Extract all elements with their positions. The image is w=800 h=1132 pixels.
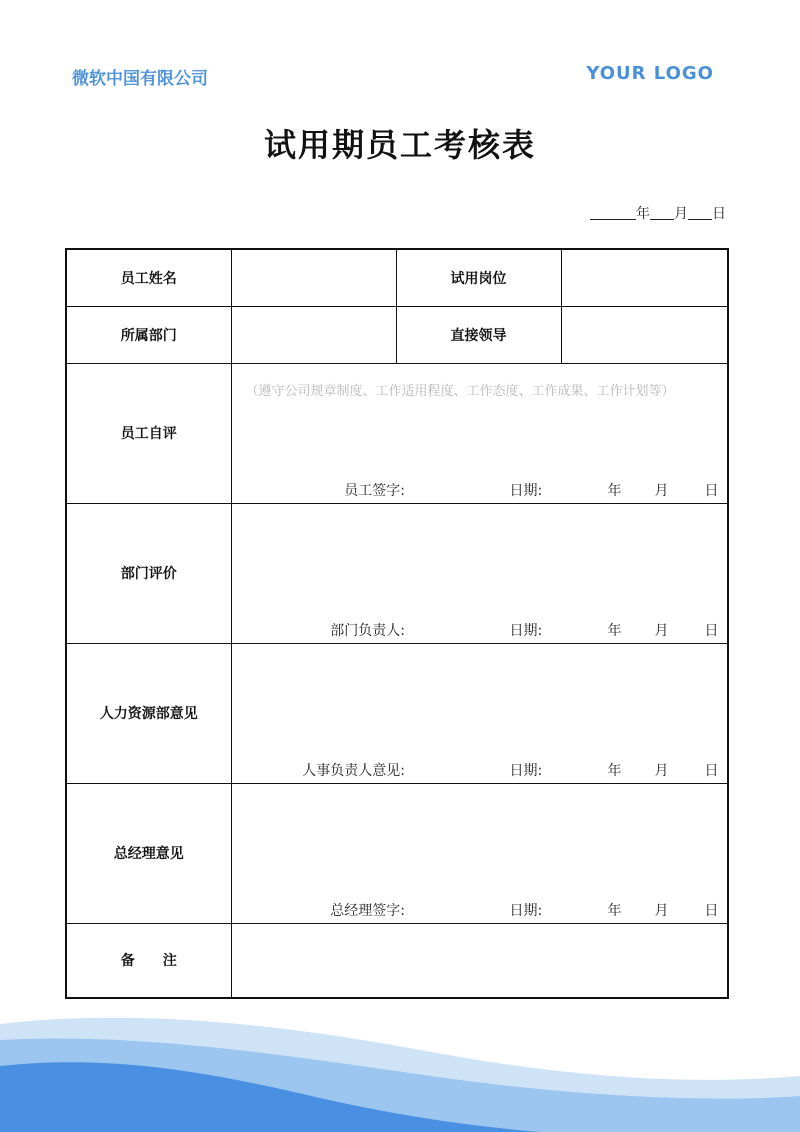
month-label: 月: [654, 482, 669, 499]
month-blank[interactable]: [650, 206, 674, 220]
date-label: 日期:: [509, 622, 543, 639]
form-row-self-eval: [66, 363, 728, 503]
date-line: [590, 203, 726, 223]
direct-leader-label: 直接领导: [396, 306, 561, 363]
self-eval-field[interactable]: [231, 363, 728, 503]
self-eval-label: 员工自评: [66, 363, 231, 503]
dept-eval-label: 部门评价: [66, 503, 231, 643]
company-name: 微软中国有限公司: [72, 69, 208, 89]
remarks-field[interactable]: [231, 923, 728, 998]
page-title: 试用期员工考核表: [263, 126, 536, 164]
year-label: 年: [607, 622, 622, 639]
department-field[interactable]: [231, 306, 396, 363]
employee-signature-label: 员工签字:: [344, 482, 405, 499]
day-label: 日: [704, 902, 719, 919]
hr-signature-line: [232, 760, 728, 780]
trial-position-label: 试用岗位: [396, 249, 561, 306]
month-label: 月: [654, 762, 669, 779]
date-label: 日期:: [509, 482, 543, 499]
trial-position-field[interactable]: [561, 249, 728, 306]
hr-opinion-field[interactable]: [231, 643, 728, 783]
year-blank[interactable]: [590, 206, 636, 220]
form-row-name: [66, 249, 728, 306]
year-label: 年: [607, 902, 622, 919]
hr-opinion-label: 人力资源部意见: [66, 643, 231, 783]
year-label: 年: [607, 482, 622, 499]
logo: YOUR LOGO: [586, 63, 714, 84]
direct-leader-field[interactable]: [561, 306, 728, 363]
gm-signature-label: 总经理签字:: [330, 902, 405, 919]
employee-name-field[interactable]: [231, 249, 396, 306]
day-label: 日: [704, 622, 719, 639]
day-label: 日: [712, 206, 726, 222]
hr-head-label: 人事负责人意见:: [302, 762, 405, 779]
date-label: 日期:: [509, 762, 543, 779]
gm-opinion-field[interactable]: [231, 783, 728, 923]
assessment-form: [65, 248, 729, 999]
dept-eval-field[interactable]: [231, 503, 728, 643]
day-blank[interactable]: [688, 206, 712, 220]
employee-name-label: 员工姓名: [66, 249, 231, 306]
day-label: 日: [704, 762, 719, 779]
form-row-dept-eval: [66, 503, 728, 643]
self-eval-signature-line: [232, 480, 728, 500]
self-eval-hint: （遵守公司规章制度、工作适用程度、工作态度、工作成果、工作计划等）: [245, 383, 675, 399]
day-label: 日: [704, 482, 719, 499]
dept-head-label: 部门负责人:: [330, 622, 405, 639]
year-label: 年: [607, 762, 622, 779]
year-label: 年: [636, 206, 650, 222]
form-row-remarks: [66, 923, 728, 998]
month-label: 月: [654, 622, 669, 639]
month-label: 月: [674, 206, 688, 222]
month-label: 月: [654, 902, 669, 919]
department-label: 所属部门: [66, 306, 231, 363]
form-row-dept: [66, 306, 728, 363]
gm-opinion-label: 总经理意见: [66, 783, 231, 923]
form-row-hr: [66, 643, 728, 783]
gm-signature-line: [232, 900, 728, 920]
footer-wave-decoration: [0, 1010, 800, 1132]
dept-eval-signature-line: [232, 620, 728, 640]
date-label: 日期:: [509, 902, 543, 919]
remarks-label: 备 注: [66, 923, 231, 998]
form-row-gm: [66, 783, 728, 923]
